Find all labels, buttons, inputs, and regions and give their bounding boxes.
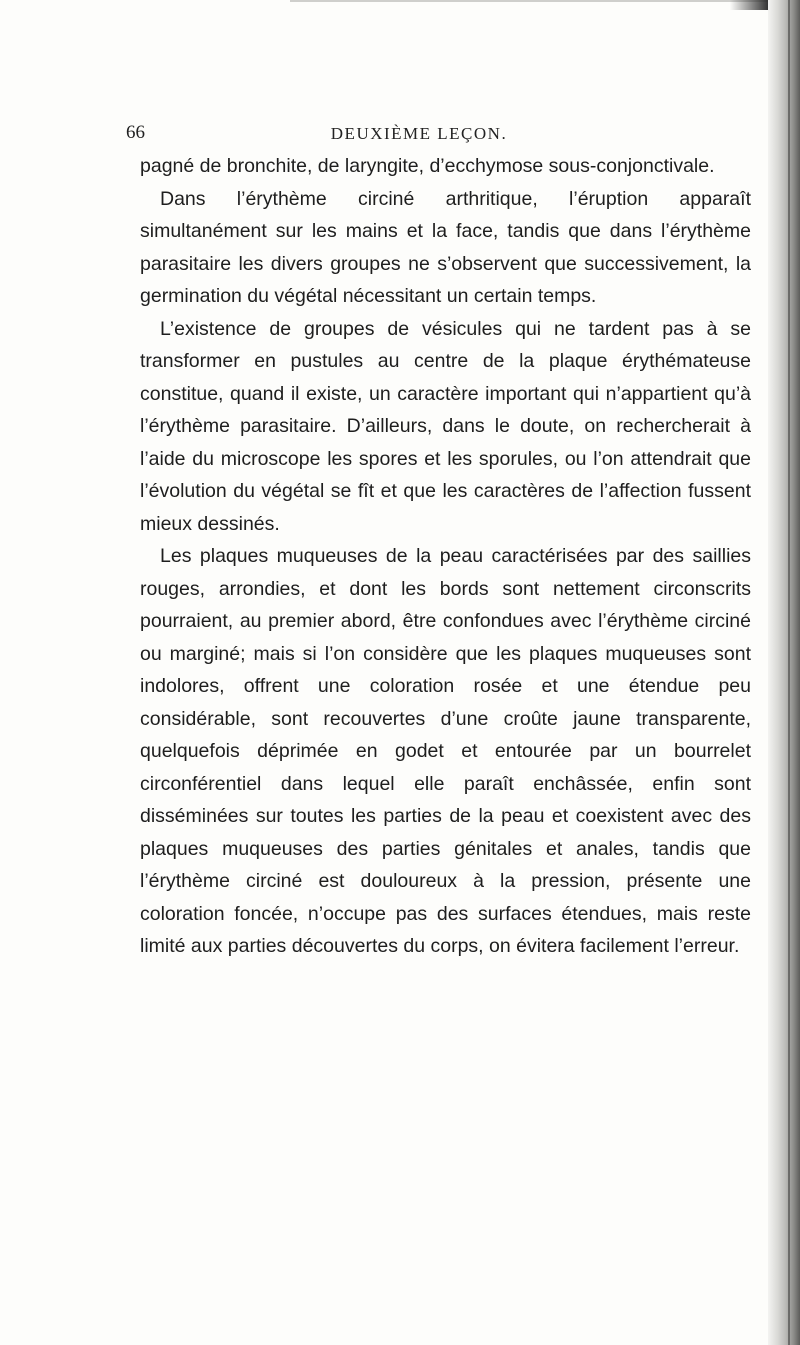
page-number: 66 [126,122,145,143]
page-edge-shadow [768,0,800,1345]
running-head: DEUXIÈME LEÇON. [330,124,508,143]
page-header [126,122,746,152]
page-edge-line [788,0,790,1345]
body-text [140,150,751,963]
paragraph-plaques-muqueuses: Les plaques muqueuses de la peau caractérisées par des saillies rouges, arrondies, et dont les bords sont nettement circonscrits pourraient, au premier abord, être confondues avec l’érythème circiné ou marginé; mais si l’on considère que les plaques muqueuses sont indolores, offrent une coloration rosée et une étendue peu considérable, sont recouvertes d’une croûte jaune transparente, quelquefois déprimée en godet et entourée par un bourrelet circonférentiel dans lequel elle paraît enchâssée, enfin sont disséminées sur toutes les parties de la peau et coexistent avec des plaques muqueuses des parties génitales et anales, tandis que l’érythème circiné est douloureux à la pression, présente une coloration foncée, n’occupe pas des surfaces étendues, mais reste limité aux parties découvertes du corps, on évitera facilement l’erreur. [140,545,751,957]
top-edge-rule [290,0,770,2]
paragraph-vesicles: L’existence de groupes de vésicules qui ne tardent pas à se transformer en pustules au centre de la plaque érythémateuse constitue, quand il existe, un caractère important qui n’appartient qu’à l’érythème parasitaire. D’ailleurs, dans le doute, on rechercherait à l’aide du microscope les spores et les sporules, ou l’on attendrait que l’évolution du végétal se fît et que les caractères de l’affection fussent mieux dessinés. [140,317,751,535]
paragraph-continuation: pagné de bronchite, de laryngite, d’ecchymose sous-conjonctivale. [140,155,715,177]
paragraph-eruption: Dans l’érythème circiné arthritique, l’éruption apparaît simultanément sur les mains et la face, tandis que dans l’érythème parasitaire les divers groupes ne s’observent que successivement, la germination du végétal nécessitant un certain temps. [140,187,751,307]
